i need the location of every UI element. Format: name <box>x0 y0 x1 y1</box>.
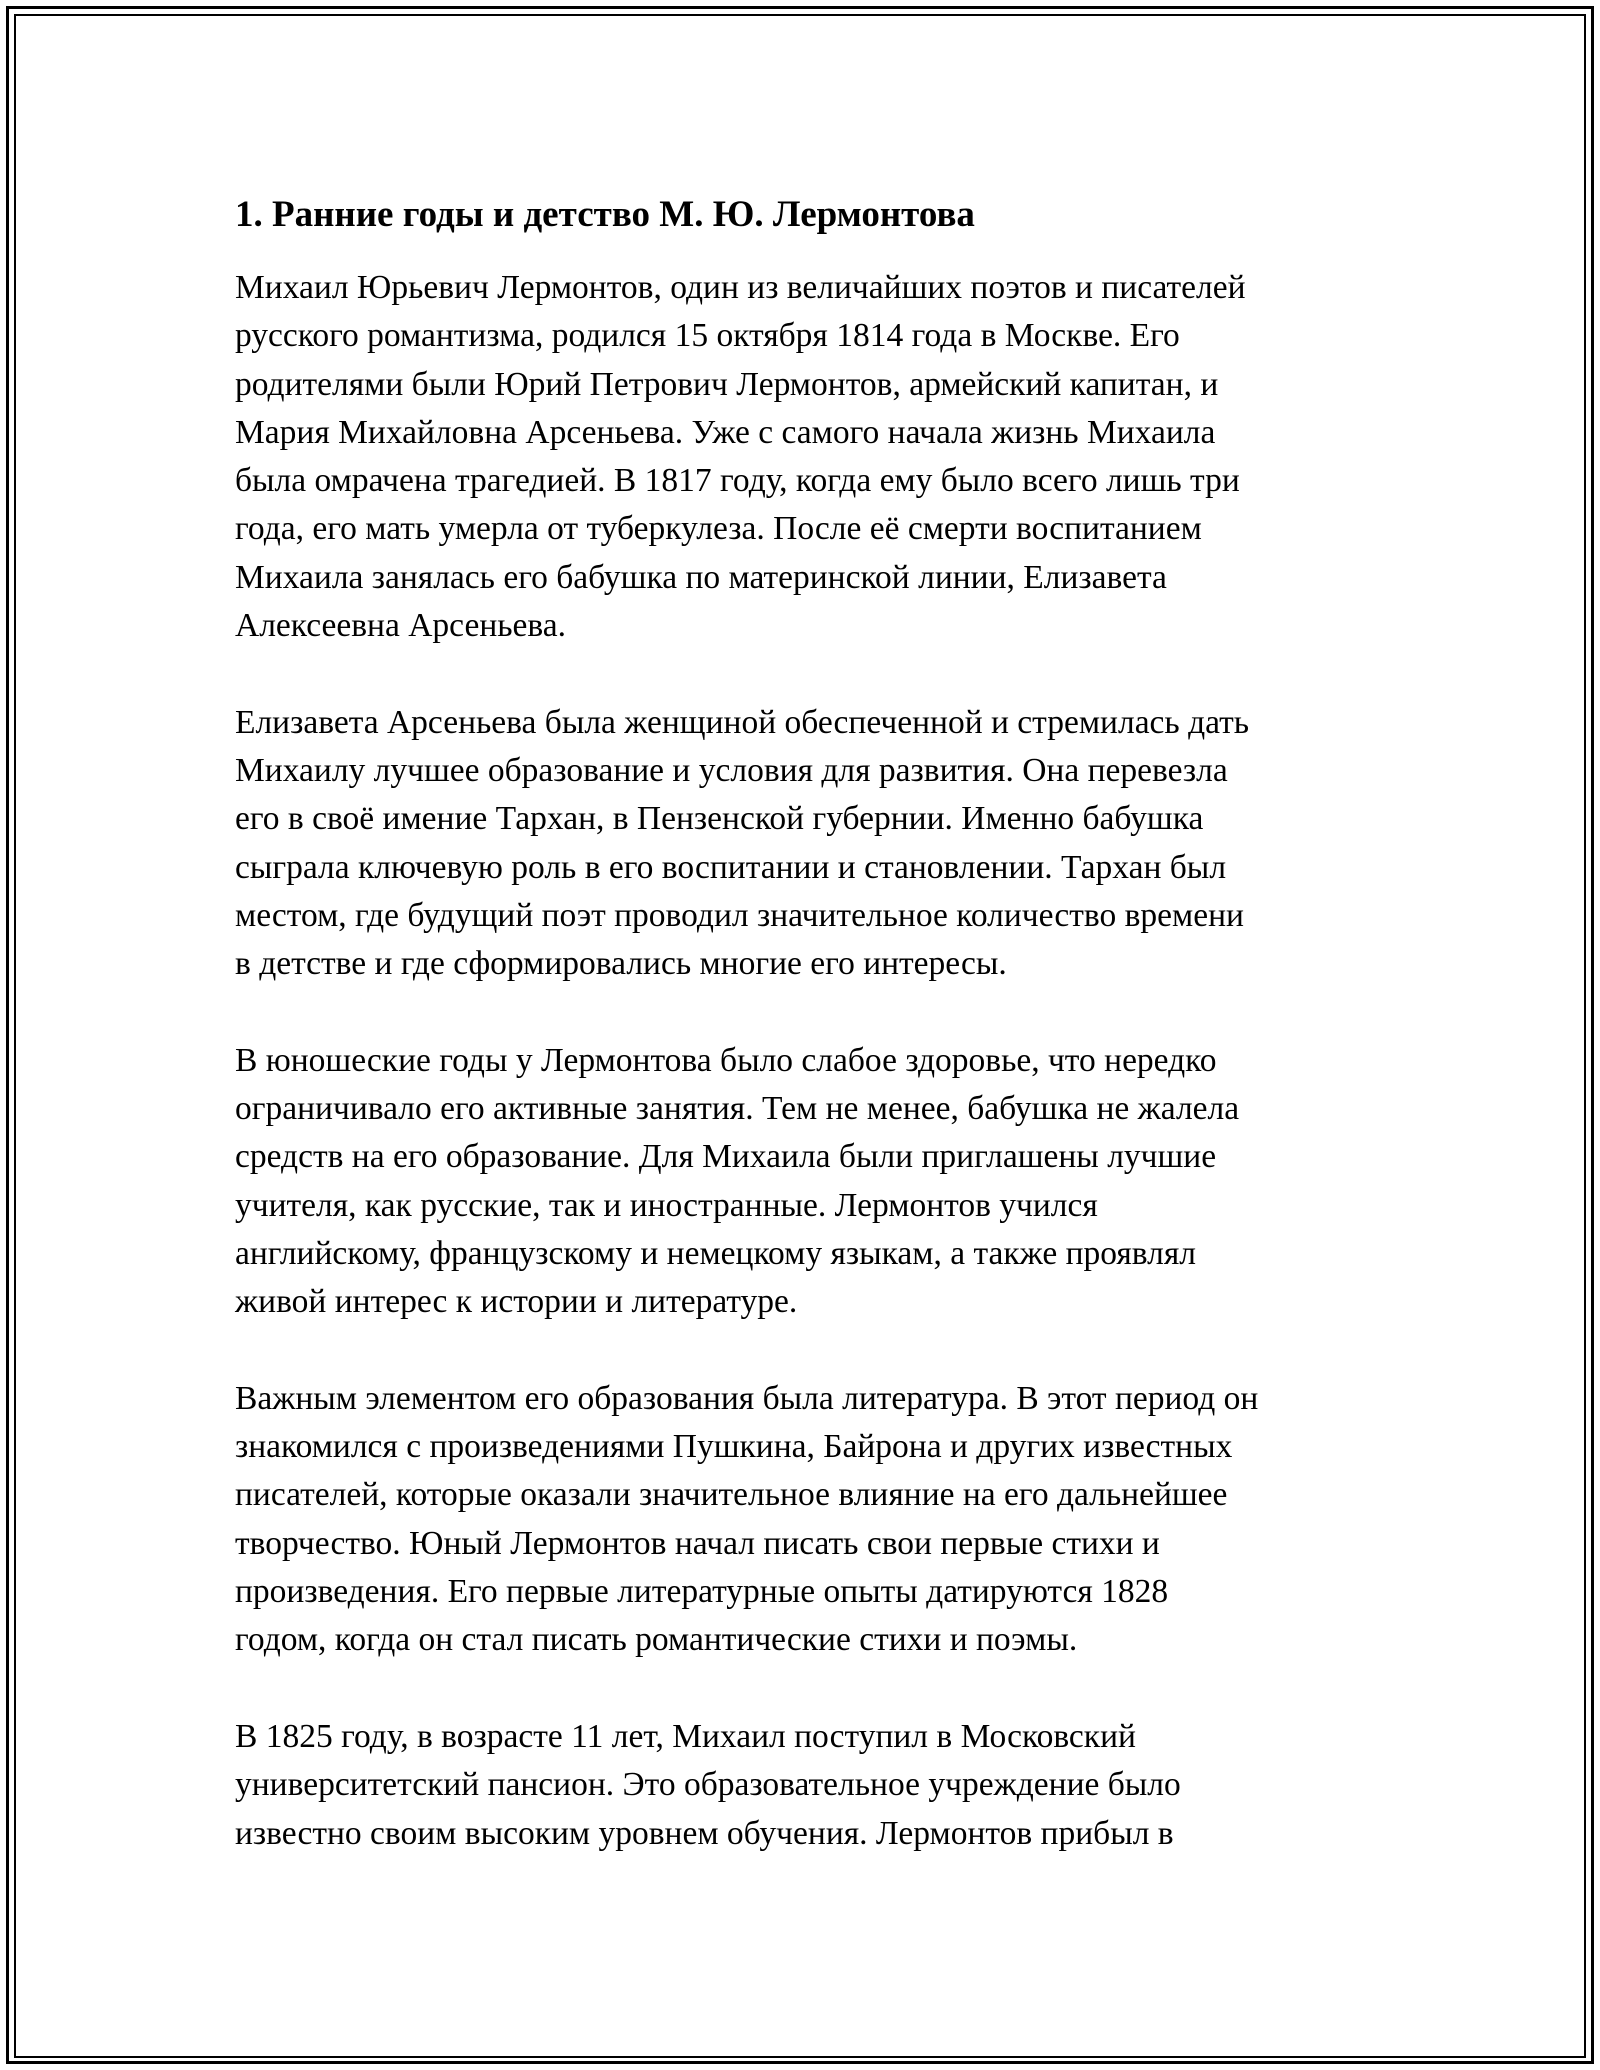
text-line: В юношеские годы у Лермонтова было слабое здоровье, что нередко <box>235 1041 1217 1079</box>
text-line: Елизавета Арсеньева была женщиной обеспеченной и стремилась дать <box>235 703 1250 741</box>
text-line: Алексеевна Арсеньева. <box>235 607 567 645</box>
text-line: писателей, которые оказали значительное влияние на его дальнейшее <box>235 1476 1228 1514</box>
text-line: средств на его образование. Для Михаила были приглашены лучшие <box>235 1138 1217 1176</box>
section-heading: 1. Ранние годы и детство М. Ю. Лермонтова <box>235 194 975 235</box>
text-line: годом, когда он стал писать романтические стихи и поэмы. <box>235 1621 1078 1659</box>
text-line: Михаилу лучшее образование и условия для развития. Она перевезла <box>235 751 1228 789</box>
paragraph-4 <box>235 1375 1385 1665</box>
text-line: английскому, французскому и немецкому языкам, а также проявлял <box>235 1234 1196 1272</box>
text-line: учителя, как русские, так и иностранные. Лермонтов учился <box>235 1186 1098 1224</box>
text-line: Михаил Юрьевич Лермонтов, один из величайших поэтов и писателей <box>235 269 1246 306</box>
paragraph-1 <box>235 264 1385 650</box>
text-line: известно своим высоким уровнем обучения. Лермонтов прибыл в <box>235 1814 1174 1852</box>
paragraph-2 <box>235 699 1385 989</box>
text-line: его в своё имение Тархан, в Пензенской губернии. Именно бабушка <box>235 800 1204 838</box>
text-line: года, его мать умерла от туберкулеза. После её смерти воспитанием <box>235 510 1202 548</box>
document-body <box>235 188 1385 1906</box>
paragraph-5 <box>235 1713 1385 1858</box>
text-line: Важным элементом его образования была литература. В этот период он <box>235 1379 1259 1417</box>
text-line: знакомился с произведениями Пушкина, Байрона и других известных <box>235 1428 1233 1466</box>
text-line: живой интерес к истории и литературе. <box>235 1283 798 1321</box>
text-line: местом, где будущий поэт проводил значительное количество времени <box>235 896 1244 934</box>
paragraph-3 <box>235 1037 1385 1327</box>
text-line: Мария Михайловна Арсеньева. Уже с самого начала жизнь Михаила <box>235 413 1216 451</box>
text-line: была омрачена трагедией. В 1817 году, когда ему было всего лишь три <box>235 462 1240 500</box>
text-line: сыграла ключевую роль в его воспитании и становлении. Тархан был <box>235 848 1227 886</box>
text-line: ограничивало его активные занятия. Тем не менее, бабушка не жалела <box>235 1090 1240 1128</box>
text-line: Михаила занялась его бабушка по материнской линии, Елизавета <box>235 558 1167 596</box>
text-line: В 1825 году, в возрасте 11 лет, Михаил поступил в Московский <box>235 1717 1136 1755</box>
text-line: университетский пансион. Это образовательное учреждение было <box>235 1766 1181 1804</box>
text-line: родителями были Юрий Петрович Лермонтов, армейский капитан, и <box>235 365 1219 403</box>
text-line: произведения. Его первые литературные опыты датируются 1828 <box>235 1573 1169 1611</box>
text-line: творчество. Юный Лермонтов начал писать свои первые стихи и <box>235 1524 1160 1562</box>
text-line: русского романтизма, родился 15 октября 1814 года в Москве. Его <box>235 317 1180 355</box>
text-line: в детстве и где сформировались многие его интересы. <box>235 945 1007 983</box>
